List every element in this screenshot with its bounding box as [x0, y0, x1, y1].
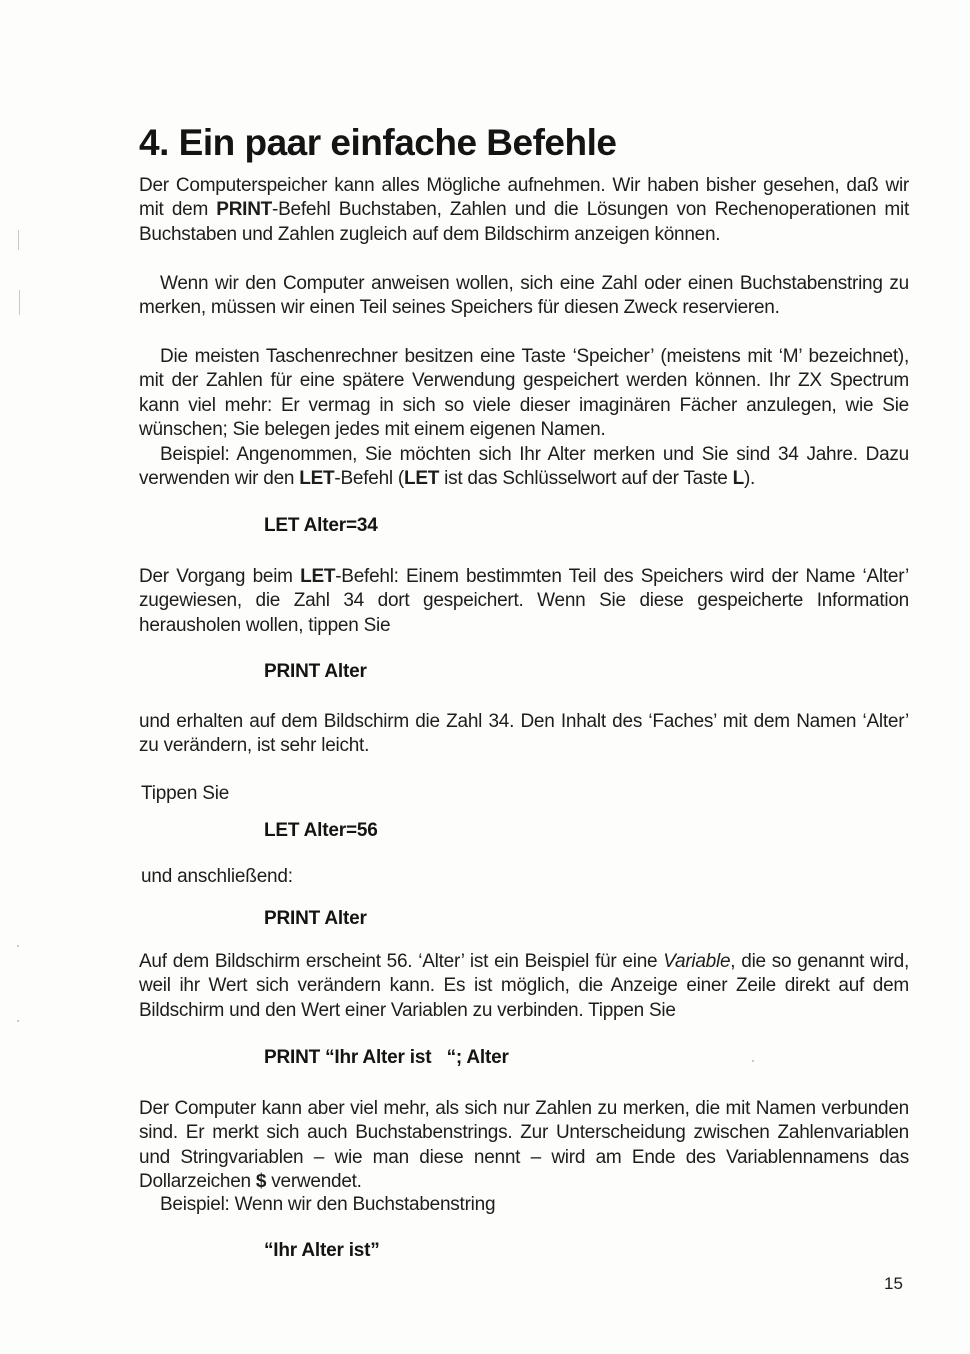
scan-speck — [17, 1020, 19, 1022]
text-run: ist das Schlüsselwort auf der Taste — [439, 468, 733, 490]
paragraph: Tippen Sie — [141, 783, 230, 804]
scan-edge — [18, 230, 19, 250]
keyword-let: LET — [300, 566, 336, 587]
text-run: -Befehl ( — [334, 468, 404, 490]
paragraph — [139, 443, 909, 492]
keyword-key: L — [732, 468, 744, 490]
text-run: -Befehl: Einem bestimmten Teil des Speichers wird der Name ‘Alter’ zugewiesen, die Zahl 34 dort gespeichert. Wenn Sie diese gespeicherte Information herausholen wollen, tippen Sie — [139, 566, 910, 636]
text-run: Auf dem Bildschirm erscheint 56. ‘Alter’ ist ein Beispiel für eine — [139, 951, 664, 972]
code-line: “Ihr Alter ist” — [264, 1240, 380, 1261]
text-run: verwendet. — [266, 1171, 362, 1193]
paragraph: Beispiel: Wenn wir den Buchstabenstring — [160, 1194, 496, 1215]
paragraph: Wenn wir den Computer anweisen wollen, sich eine Zahl oder einen Buchstabenstring zu merken, müssen wir einen Teil seines Speichers für diesen Zweck reservieren. — [139, 273, 909, 319]
paragraph: und erhalten auf dem Bildschirm die Zahl 34. Den Inhalt des ‘Faches’ mit dem Namen ‘Alter’ zu verändern, ist sehr leicht. — [139, 711, 909, 757]
text-run: , die so genannt wird, weil ihr Wert sich verändern kann. Es ist möglich, die Anzeige einer Zeile direkt auf dem Bildschirm und den Wert einer Variablen zu verbinden. Tippen Sie — [139, 951, 909, 1021]
keyword-dollar: $ — [255, 1171, 267, 1193]
text-run: Der Vorgang beim — [139, 566, 301, 587]
page-number: 15 — [884, 1274, 903, 1293]
scan-speck — [17, 945, 19, 947]
text-run: Der Computer kann aber viel mehr, als sich nur Zahlen zu merken, die mit Namen verbunden sind. Er merkt sich auch Buchstabenstrings. Zur Unterscheidung zwischen Zahlenvariablen und Stringvariablen – wie man diese nennt – wird am Ende des Variablennamens das Dollarzeichen — [139, 1098, 909, 1193]
text-run: -Befehl Buchstaben, Zahlen und die Lösungen von Rechenoperationen mit Buchstaben und Zahlen zugleich auf dem Bildschirm anzeigen können. — [139, 199, 909, 245]
paragraph — [139, 1097, 909, 1195]
chapter-heading: 4. Ein paar einfache Befehle — [139, 122, 617, 163]
text-run: ). — [743, 468, 756, 490]
keyword-print: PRINT — [216, 199, 273, 221]
scan-edge — [19, 290, 20, 315]
code-line: LET Alter=34 — [264, 515, 378, 536]
code-line: PRINT Alter — [264, 661, 367, 682]
code-line: PRINT Alter — [264, 908, 367, 929]
paragraph — [139, 174, 909, 247]
paragraph — [139, 950, 909, 1023]
paragraph: Die meisten Taschenrechner besitzen eine Taste ‘Speicher’ (meistens mit ‘M’ bezeichnet), mit der Zahlen für eine spätere Verwendung gespeichert werden können. Ihr ZX Spectrum kann viel mehr: Er vermag in sich so viele dieser imaginären Fächer anzulegen, wie Sie wünschen; Sie belegen jedes mit einem eigenen Namen. — [139, 346, 909, 441]
text-run: Beispiel: Angenommen, Sie möchten sich Ihr Alter merken und Sie sind 34 Jahre. Dazu verwenden wir den — [139, 444, 909, 490]
paragraph — [139, 565, 909, 638]
keyword-let: LET — [403, 468, 440, 490]
paragraph: und anschließend: — [141, 866, 293, 887]
keyword-let: LET — [299, 468, 335, 490]
scan-speck — [752, 1060, 754, 1062]
code-line: PRINT “Ihr Alter ist “; Alter — [264, 1047, 509, 1068]
text-run: Der Computerspeicher kann alles Mögliche aufnehmen. Wir haben bisher gesehen, daß wir mit dem — [139, 175, 909, 221]
emphasis-variable: Variable — [663, 951, 731, 972]
code-line: LET Alter=56 — [264, 820, 378, 841]
